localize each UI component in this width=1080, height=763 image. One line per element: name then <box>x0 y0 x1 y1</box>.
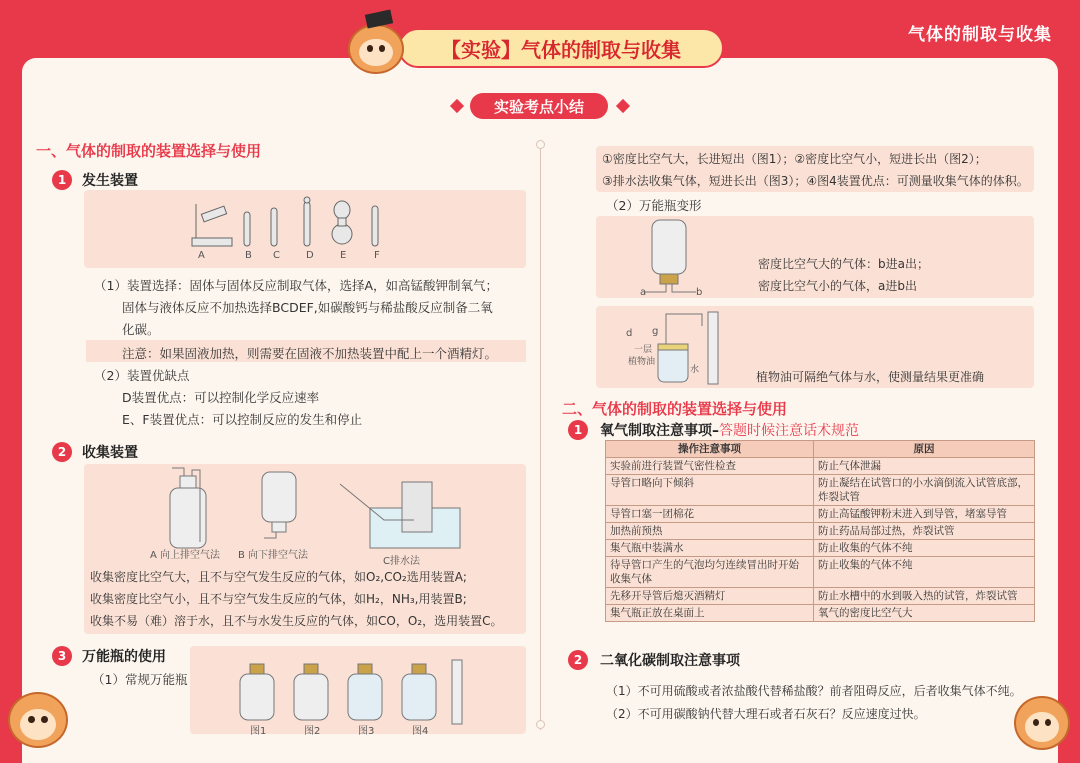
item-number: 2 <box>52 442 72 462</box>
table-row <box>606 506 1035 523</box>
subtitle-badge: 实验考点小结 <box>470 93 608 119</box>
apparatus-label: E <box>340 250 347 261</box>
apparatus-label: A <box>198 250 205 261</box>
table-header: 原因 <box>814 441 1035 458</box>
column-divider <box>540 140 541 730</box>
gen-line: D装置优点：可以控制化学反应速率 <box>122 390 320 405</box>
item-number: 1 <box>568 420 588 440</box>
collect-title: 收集装置 <box>82 445 138 461</box>
table-row <box>606 588 1035 605</box>
collect-line: 收集不易（难）溶于水，且不与水发生反应的气体，如CO，O₂，选用装置C。 <box>90 614 503 628</box>
oil-label: g <box>652 326 659 337</box>
table-cell: 防止收集的气体不纯 <box>814 557 1035 588</box>
oil-label: 植物油 <box>628 357 656 367</box>
monkey-mascot-icon <box>8 692 68 748</box>
table-cell: 导管口略向下倾斜 <box>606 475 814 506</box>
main-title: 【实验】气体的制取与收集 <box>398 28 724 68</box>
table-cell: 氧气的密度比空气大 <box>814 605 1035 622</box>
bottle-fig-label: 图2 <box>304 726 321 737</box>
table-cell: 先移开导管后熄灭酒精灯 <box>606 588 814 605</box>
apparatus-label: F <box>374 250 380 261</box>
o2-title: 氧气制取注意事项–答题时候注意话术规范 <box>600 423 859 439</box>
variant-label: b <box>696 287 703 298</box>
co2-line: （2）不可用碳酸钠代替大理石或者石灰石？反应速度过快。 <box>606 707 926 721</box>
gen-line: 化碳。 <box>122 322 160 337</box>
gen-line: （2）装置优缺点 <box>94 368 190 383</box>
co2-line: （1）不可用硫酸或者浓盐酸代替稀盐酸？前者阻碍反应，后者收集气体不纯。 <box>606 684 1022 698</box>
table-row <box>606 540 1035 557</box>
bottle-illustration <box>190 646 526 734</box>
variant-label: a <box>640 287 647 298</box>
collect-line: 收集密度比空气大，且不与空气发生反应的气体，如O₂,CO₂选用装置A; <box>90 570 467 584</box>
table-header-row <box>606 441 1035 458</box>
co2-title: 二氧化碳制取注意事项 <box>600 653 740 669</box>
bottle-rule-line: ③排水法收集气体，短进长出（图3）；④图4装置优点：可测量收集气体的体积。 <box>602 174 1029 188</box>
item-number: 2 <box>568 650 588 670</box>
generator-title: 发生装置 <box>82 173 138 189</box>
graduation-cap-icon <box>365 9 393 28</box>
bottle-rule-line: ①密度比空气大，长进短出（图1）；②密度比空气小，短进长出（图2）； <box>602 152 987 166</box>
oil-label: 一层 <box>634 345 653 355</box>
gen-line: 固体与液体反应不加热选择BCDEF,如碳酸钙与稀盐酸反应制备二氧 <box>122 300 493 315</box>
table-cell: 集气瓶中装满水 <box>606 540 814 557</box>
table-cell: 防止高锰酸钾粉末进入到导管，堵塞导管 <box>814 506 1035 523</box>
table-header: 操作注意事项 <box>606 441 814 458</box>
collect-label: A 向上排空气法 <box>150 550 221 561</box>
variant-line: 密度比空气大的气体：b进a出； <box>758 257 929 271</box>
apparatus-illustration <box>84 190 526 268</box>
table-row <box>606 475 1035 506</box>
bottle-sub: （1）常规万能瓶 <box>92 672 188 687</box>
section2-heading: 二、气体的制取的装置选择与使用 <box>562 400 788 418</box>
table-cell: 待导管口产生的气泡均匀连续冒出时开始收集气体 <box>606 557 814 588</box>
item-number: 3 <box>52 646 72 666</box>
bottle-panel <box>190 646 526 734</box>
table-cell: 防止气体泄漏 <box>814 458 1035 475</box>
table-row <box>606 605 1035 622</box>
o2-precautions-table <box>605 440 1035 622</box>
oil-label: d <box>626 328 633 339</box>
table-cell: 集气瓶正放在桌面上 <box>606 605 814 622</box>
divider-dot-icon <box>536 720 545 729</box>
divider-dot-icon <box>536 140 545 149</box>
table-row <box>606 458 1035 475</box>
table-cell: 实验前进行装置气密性检查 <box>606 458 814 475</box>
apparatus-panel <box>84 190 526 268</box>
collect-label: B 向下排空气法 <box>238 550 309 561</box>
bottle-fig-label: 图4 <box>412 726 429 737</box>
bottle-fig-label: 图1 <box>250 726 267 737</box>
apparatus-label: B <box>245 250 252 261</box>
oil-line: 植物油可隔绝气体与水，使测量结果更准确 <box>756 370 985 384</box>
table-row <box>606 557 1035 588</box>
bottle-title: 万能瓶的使用 <box>82 649 166 665</box>
oil-setup-illustration <box>596 306 736 388</box>
table-cell: 防止药品局部过热，炸裂试管 <box>814 523 1035 540</box>
table-row <box>606 523 1035 540</box>
table-cell: 防止收集的气体不纯 <box>814 540 1035 557</box>
table-cell: 导管口塞一团棉花 <box>606 506 814 523</box>
item-number: 1 <box>52 170 72 190</box>
table-cell: 防止凝结在试管口的小水滴倒流入试管底部，炸裂试管 <box>814 475 1035 506</box>
monkey-mascot-icon <box>348 24 404 74</box>
table-cell: 加热前预热 <box>606 523 814 540</box>
monkey-mascot-icon <box>1014 696 1070 750</box>
oil-label: 水 <box>690 365 700 375</box>
corner-title: 气体的制取与收集 <box>908 25 1052 45</box>
gen-line: （1）装置选择：固体与固体反应制取气体，选择A，如高锰酸钾制氧气； <box>94 278 499 293</box>
table-cell: 防止水槽中的水到吸入热的试管，炸裂试管 <box>814 588 1035 605</box>
collect-line: 收集密度比空气小，且不与空气发生反应的气体，如H₂，NH₃,用装置B; <box>90 592 467 606</box>
section1-heading: 一、气体的制取的装置选择与使用 <box>36 142 262 160</box>
o2-hint: 答题时候注意话术规范 <box>719 423 859 439</box>
variant-line: 密度比空气小的气体，a进b出 <box>758 279 917 293</box>
collect-label: C排水法 <box>383 556 420 567</box>
gen-note: 注意：如果固液加热，则需要在固液不加热装置中配上一个酒精灯。 <box>122 346 498 361</box>
apparatus-label: D <box>306 250 314 261</box>
variant-title: （2）万能瓶变形 <box>606 198 702 213</box>
bottle-fig-label: 图3 <box>358 726 375 737</box>
gen-line: E、F装置优点：可以控制反应的发生和停止 <box>122 412 363 427</box>
apparatus-label: C <box>273 250 280 261</box>
